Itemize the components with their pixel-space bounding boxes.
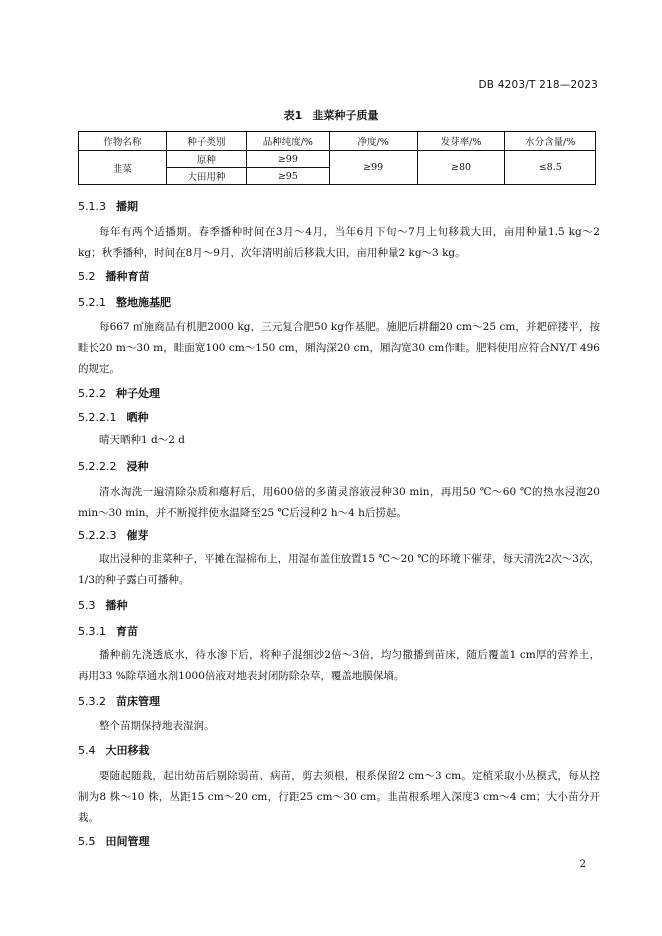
heading-number: 5.3.2 — [78, 695, 106, 708]
heading-number: 5.2.2.3 — [78, 529, 117, 542]
paragraph-seedling: 播种前先浇透底水，待水渗下后，将种子混细沙2倍～3倍，均匀撒播到苗床，随后覆盖1 cm厚的营养土，再用33 %除草通水剂1000倍液对地表封闭防除杂草，覆盖地膜保墒。 — [78, 649, 600, 682]
cell-purity: ≥95 — [247, 168, 330, 185]
seed-quality-table — [78, 131, 596, 185]
paragraph-germination: 取出浸种的韭菜种子，平摊在湿棉布上，用湿布盖住放置15 ℃～20 ℃的环境下催芽，每天清洗2次～3次，1/3的种子露白可播种。 — [78, 553, 600, 586]
cell-category: 大田用种 — [166, 168, 246, 185]
paragraph-bed-management: 整个苗期保持地表湿润。 — [99, 720, 215, 732]
heading-number: 5.3.1 — [78, 625, 106, 638]
heading-5-3 — [78, 597, 128, 613]
heading-title: 大田移栽 — [105, 744, 150, 757]
heading-5-5 — [78, 833, 150, 849]
heading-number: 5.2.2.2 — [78, 460, 117, 473]
table-caption — [0, 107, 662, 123]
paragraph-sun-drying: 晴天晒种1 d～2 d — [99, 434, 185, 446]
heading-5-2-1 — [78, 294, 171, 310]
heading-title: 育苗 — [116, 625, 138, 638]
heading-5-2-2-1 — [78, 409, 148, 425]
heading-number: 5.1.3 — [78, 200, 106, 213]
heading-5-2 — [78, 268, 150, 284]
heading-title: 整地施基肥 — [116, 296, 171, 309]
heading-5-2-2-3 — [78, 527, 148, 543]
paragraph-sowing-period: 每年有两个适播期。春季播种时间在3月～4月，当年6月下旬～7月上旬移栽大田，亩用种量1.5 kg～2 kg；秋季播种，时间在8月～9月，次年清明前后移栽大田，亩用种量2 kg～3 kg。 — [78, 226, 600, 259]
header-category: 种子类别 — [166, 132, 246, 151]
heading-title: 催芽 — [126, 529, 149, 542]
header-purity: 品种纯度/% — [247, 132, 330, 151]
heading-5-3-2 — [78, 693, 160, 709]
heading-title: 浸种 — [126, 460, 149, 473]
heading-title: 苗床管理 — [116, 695, 160, 708]
heading-5-1-3 — [78, 198, 138, 214]
paragraph-fertilizer: 每667 ㎡施商品有机肥2000 kg，三元复合肥50 kg作基肥。施肥后耕翻20 cm～25 cm，并耙碎搂平，按畦长20 m～30 m，畦面宽100 cm～150 cm，厢沟深20 cm，厢沟宽30 cm作畦。肥料使用应符合NY/T 496的规定。 — [78, 321, 600, 375]
header-crop: 作物名称 — [79, 132, 167, 151]
heading-number: 5.2 — [78, 270, 96, 283]
cell-purity: ≥99 — [247, 151, 330, 168]
table-header-row — [79, 132, 596, 151]
header-cleanliness: 净度/% — [329, 132, 417, 151]
heading-title: 晒种 — [126, 411, 149, 424]
heading-number: 5.2.2.1 — [78, 411, 117, 424]
heading-title: 播种育苗 — [105, 270, 150, 283]
paragraph-soaking: 清水淘洗一遍清除杂质和瘪籽后，用600倍的多菌灵溶液浸种30 min，再用50 ℃～60 ℃的热水浸泡20 min～30 min，并不断搅拌使水温降至25 ℃后浸种2 h～4 h后捞起。 — [78, 486, 600, 519]
cell-moisture: ≤8.5 — [505, 151, 596, 185]
heading-title: 播期 — [116, 200, 138, 213]
document-code: DB 4203/T 218—2023 — [478, 79, 598, 91]
heading-number: 5.2.2 — [78, 387, 106, 400]
table-number: 表1 — [283, 109, 303, 122]
cell-cleanliness: ≥99 — [329, 151, 417, 185]
header-germination: 发芽率/% — [417, 132, 505, 151]
heading-5-3-1 — [78, 623, 138, 639]
heading-5-2-2 — [78, 385, 160, 401]
cell-germination: ≥80 — [417, 151, 505, 185]
paragraph-transplant: 要随起随栽，起出幼苗后剔除弱苗、病苗，剪去须根，根系保留2 cm～3 cm。定植采取小丛模式，每从控制为8 株～10 株，丛距15 cm～20 cm，行距25 cm～30 cm。韭苗根系埋入深度3 cm～4 cm；大小苗分开栽。 — [78, 770, 600, 824]
heading-title: 田间管理 — [105, 835, 150, 848]
table-title: 韭菜种子质量 — [312, 109, 379, 122]
heading-5-2-2-2 — [78, 458, 148, 474]
header-moisture: 水分含量/% — [505, 132, 596, 151]
table-row — [79, 151, 596, 168]
cell-crop: 韭菜 — [79, 151, 167, 185]
heading-number: 5.2.1 — [78, 296, 106, 309]
heading-number: 5.3 — [78, 599, 96, 612]
page-number: 2 — [579, 859, 586, 870]
heading-number: 5.4 — [78, 744, 96, 757]
cell-category: 原种 — [166, 151, 246, 168]
heading-title: 播种 — [105, 599, 128, 612]
heading-5-4 — [78, 742, 150, 758]
heading-number: 5.5 — [78, 835, 96, 848]
heading-title: 种子处理 — [116, 387, 160, 400]
